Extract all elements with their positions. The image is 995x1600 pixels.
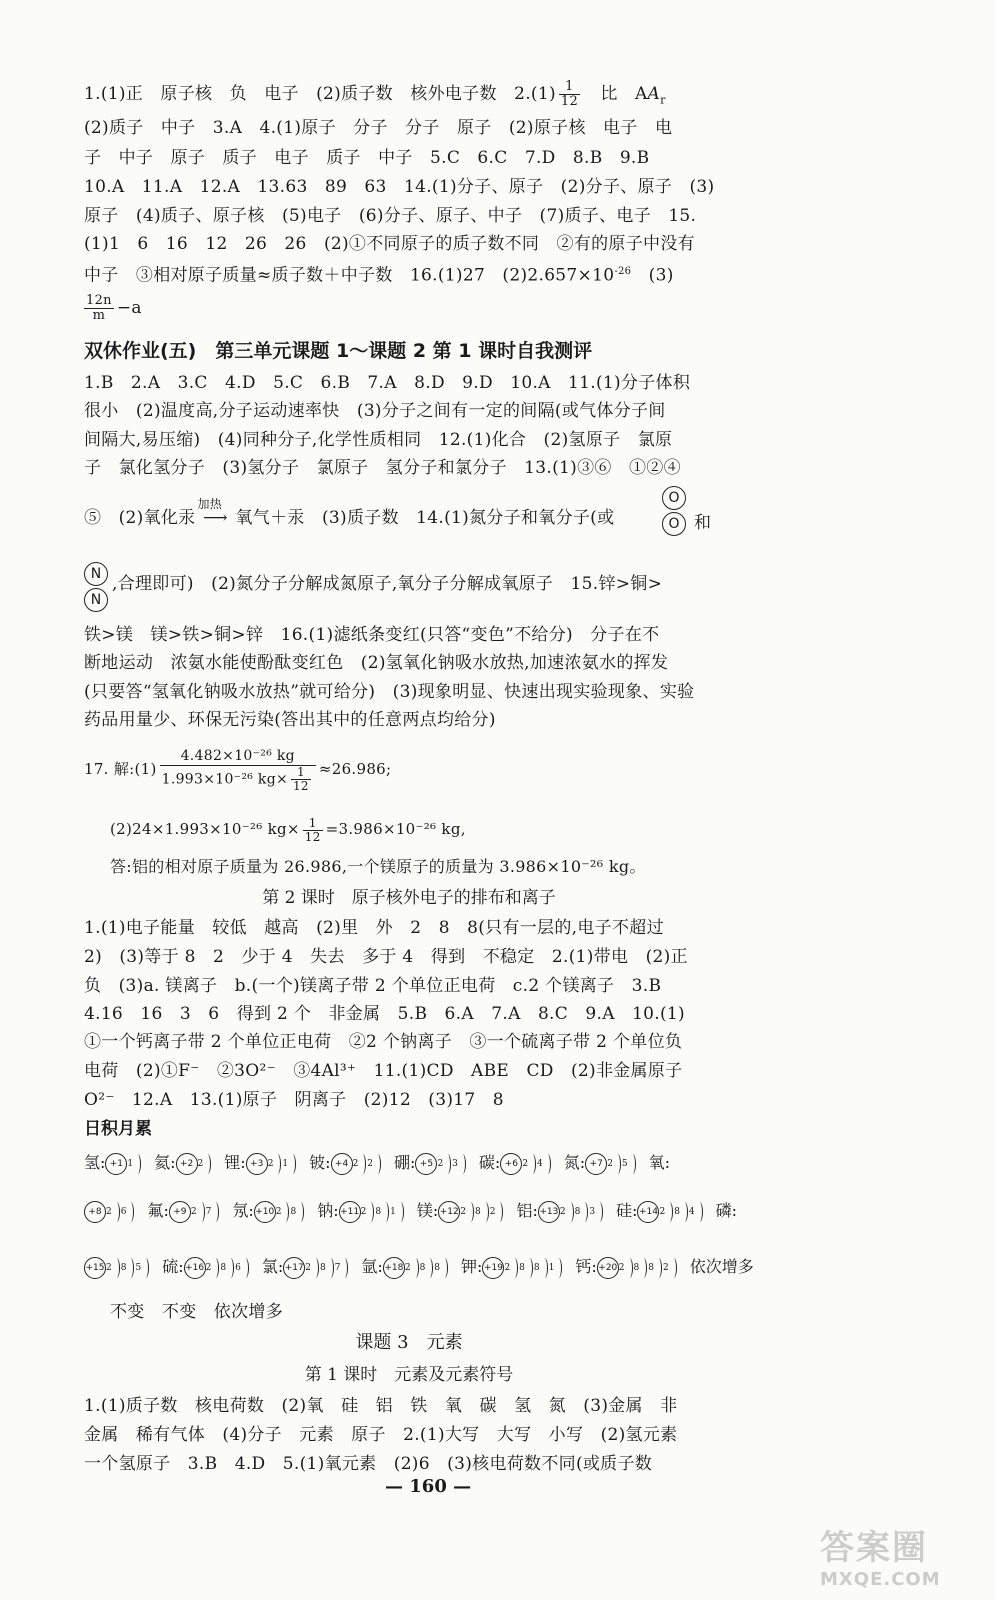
electron-count: 2 [404,1262,412,1273]
nucleus-circle: +18 [383,1257,405,1279]
electron-count: 2 [489,1206,497,1217]
electron-count: 2 [618,1262,626,1273]
text-line: 金属 稀有气体 (4)分子 元素 原子 2.(1)大写 大写 小写 (2)氢元素 [84,1425,678,1445]
text-line: 不变 不变 依次增多 [110,1302,283,1322]
atom-structure-row [84,1196,738,1227]
shell-arc [397,1202,404,1222]
electron-count: 8 [519,1262,526,1273]
text-line: 断地运动 浓氨水能使酚酞变红色 (2)氢氧化钠吸水放热,加速浓氨水的挥发 [84,653,669,673]
text-line: 药品用量少、环保无污染(答出其中的任意两点均给分) [84,710,496,730]
electron-count: 2 [662,1262,670,1273]
electron-count: 2 [352,1158,360,1169]
electron-count: 8 [419,1262,427,1273]
nucleus-circle: +1 [105,1153,127,1175]
text-line: 电荷 (2)①F⁻ ②3O²⁻ ③4Al³⁺ 11.(1)CD ABE CD (2)非金属原子 [84,1061,683,1081]
electron-count: 2 [504,1262,512,1273]
shell-arc [426,1258,433,1278]
nucleus-circle: +5 [415,1153,437,1175]
electron-count: 2 [607,1158,614,1169]
element-name: 硼: [394,1153,416,1172]
atom-diagram [154,1148,212,1179]
shell-arc [412,1258,419,1278]
electron-count: 2 [522,1158,530,1169]
lesson-title: 第 2 课时 原子核外电子的排布和离子 [262,888,556,908]
equation-q17-1: 17. 解:(1) 4.482×10⁻²⁶ kg 1.993×10⁻²⁶ kg× $\frac{1}{12}$ ≈26.986; [84,748,392,793]
text-line: 间隔大,易压缩) (4)同种分子,化学性质相同 12.(1)化合 (2)氢原子 氯原 [84,430,673,450]
element-name: 钾: [461,1257,483,1276]
electron-count: 8 [574,1206,582,1217]
electron-count: 7 [205,1206,213,1217]
nitrogen-molecule-diagram: N N [84,562,108,612]
nucleus-circle: +15 [84,1257,106,1279]
electron-count: 2 [267,1158,275,1169]
nucleus-circle: +19 [482,1257,504,1279]
electron-count: 8 [120,1262,128,1273]
fraction: $\frac{1}{12}$ [560,79,579,109]
shell-arc [567,1202,574,1222]
electron-count: 2 [367,1158,375,1169]
shell-arc [282,1202,289,1222]
shell-arc [444,1154,451,1174]
electron-count: 6 [120,1206,128,1217]
shell-arc [327,1258,334,1278]
shell-arc [441,1258,448,1278]
atom-diagram [309,1148,382,1179]
atom-diagram [232,1196,305,1227]
element-name: 硅: [616,1201,638,1220]
atom-structure-row [84,1148,734,1179]
nucleus-circle: +4 [331,1153,353,1175]
shell-arc [212,1202,219,1222]
text-line: (1)1 6 16 12 26 26 (2)①不同原子的质子数不同 ②有的原子中没有 [84,234,695,254]
electron-count: 2 [106,1262,113,1273]
text-line: ,合理即可) (2)氮分子分解成氮原子,氧分子分解成氧原子 15.锌>铜> [112,574,663,594]
electron-count: 8 [633,1262,641,1273]
shell-arc [374,1154,381,1174]
electron-count: 8 [434,1262,442,1273]
element-name: 铍: [309,1153,331,1172]
text-line: 负 (3)a. 镁离子 b.(一个)镁离子带 2 个单位正电荷 c.2 个镁离子 3.B [84,976,662,996]
text-line: O²⁻ 12.A 13.(1)原子 阴离子 (2)12 (3)17 8 [84,1090,504,1110]
equation-q17-2: (2)24×1.993×10⁻²⁶ kg× $\frac{1}{12}$ =3.986×10⁻²⁶ kg, [110,815,466,844]
element-name: 氢: [84,1153,106,1172]
electron-count: 8 [648,1262,655,1273]
element-name: 氟: [147,1201,169,1220]
electron-count: 2 [460,1206,467,1217]
shell-arc [626,1258,633,1278]
electron-count: 4 [688,1206,696,1217]
shell-arc [629,1154,636,1174]
shell-arc [467,1202,474,1222]
section-heading: 双休作业(五) 第三单元课题 1～课题 2 第 1 课时自我测评 [84,340,593,362]
text-line: 1.(1)质子数 核电荷数 (2)氧 硅 铝 铁 氧 碳 氢 氮 (3)金属 非 [84,1396,678,1416]
shell-arc [482,1202,489,1222]
shell-arc [274,1154,281,1174]
watermark-logo: 答案圈 MXQE.COM [820,1528,941,1590]
element-name: 钠: [317,1201,339,1220]
nucleus-circle: +17 [283,1257,305,1279]
shell-arc [127,1202,134,1222]
element-name: 铝: [516,1201,538,1220]
electron-count: 3 [589,1206,597,1217]
shell-arc [529,1154,536,1174]
text-line: 答:铝的相对原子质量为 26.986,一个镁原子的质量为 3.986×10⁻²⁶ kg。 [110,857,646,876]
shell-arc [227,1258,234,1278]
atom-diagram [361,1252,449,1283]
shell-arc [341,1258,348,1278]
atom-diagram [417,1196,505,1227]
text-line: 子 中子 原子 质子 电子 质子 中子 5.C 6.C 7.D 8.B 9.B [84,148,650,168]
atom-diagram [84,1196,135,1227]
element-name: 氮: [563,1153,586,1172]
atom-diagram [479,1148,552,1179]
electron-count: 5 [135,1262,143,1273]
nucleus-circle: +12 [438,1201,460,1223]
text-fragment: 和 [694,513,711,533]
atom-diagram [147,1196,220,1227]
atom-diagram [394,1148,467,1179]
nucleus-circle: +11 [339,1201,361,1223]
electron-count: 8 [533,1262,541,1273]
shell-arc [212,1258,219,1278]
electron-count: 1 [548,1262,556,1273]
nucleus-circle: +2 [176,1153,198,1175]
element-name: 硫: [162,1257,184,1276]
text-line: 2) (3)等于 8 2 少于 4 失去 多于 4 得到 不稳定 2.(1)带电 (2)正 [84,947,688,967]
element-name: 依次增多 [689,1257,754,1276]
nucleus-circle: +14 [637,1201,659,1223]
nucleus-circle: +13 [538,1201,560,1223]
electron-count: 8 [290,1206,298,1217]
shell-arc [289,1154,296,1174]
element-name: 氧: [648,1153,671,1172]
shell-arc [367,1202,374,1222]
electron-count: 1 [390,1206,397,1217]
electron-count: 3 [452,1158,459,1169]
electron-count: 1 [282,1158,290,1169]
nucleus-circle: +6 [500,1153,522,1175]
electron-count: 2 [305,1262,312,1273]
text-line: 10.A 11.A 12.A 13.63 89 63 14.(1)分子、原子 (2)分子、原子 (3) [84,177,715,197]
electron-count: 2 [106,1206,113,1217]
shell-arc [113,1258,120,1278]
atom-diagram [461,1252,563,1283]
shell-arc [596,1202,603,1222]
atom-diagram [162,1252,250,1283]
electron-count: 8 [674,1206,681,1217]
oxygen-molecule-diagram: O O [662,486,686,536]
nucleus-circle: +3 [246,1153,268,1175]
shell-arc [581,1202,588,1222]
atom-diagram [84,1252,150,1283]
atom-diagram [84,1148,142,1179]
shell-arc [544,1154,551,1174]
nucleus-circle: +7 [585,1153,607,1175]
element-name: 磷: [715,1201,738,1220]
nucleus-circle: +8 [84,1201,106,1223]
electron-count: 7 [334,1262,342,1273]
shell-arc [541,1258,548,1278]
shell-arc [204,1154,211,1174]
electron-count: 2 [190,1206,198,1217]
text-line: 1.(1)电子能量 较低 越高 (2)里 外 2 8 8(只有一层的,电子不超过 [84,918,664,938]
electron-count: 2 [659,1206,667,1217]
electron-count: 2 [437,1158,445,1169]
page-number: — 160 — [385,1476,472,1497]
electron-count: 2 [275,1206,283,1217]
text-line: 中子 ③相对原子质量≈质子数＋中子数 16.(1)27 $(2)2.657\times 10^{-26}$ (3) [84,265,674,286]
text-line: (2)质子 中子 3.A 4.(1)原子 分子 分子 原子 (2)原子核 电子 电 [84,118,673,138]
shell-arc [496,1202,503,1222]
shell-arc [312,1258,319,1278]
electron-count: 4 [537,1158,544,1169]
element-name: 钙: [575,1257,597,1276]
element-name: 镁: [416,1201,439,1220]
text-line: 一个氢原子 3.B 4.D 5.(1)氧元素 (2)6 (3)核电荷数不同(或质子数 [84,1454,653,1474]
shell-arc [640,1258,647,1278]
shell-arc [696,1202,703,1222]
shell-arc [242,1258,249,1278]
topic-title: 课题 3 元素 [355,1332,463,1353]
element-name: 氦: [154,1153,176,1172]
nucleus-circle: +9 [169,1201,191,1223]
atom-diagram [224,1148,297,1179]
atom-diagram [564,1148,637,1179]
text-line: 1.B 2.A 3.C 4.D 5.C 6.B 7.A 8.D 9.D 10.A 11.(1)分子体积 [84,373,691,393]
shell-arc [666,1202,673,1222]
electron-count: 2 [559,1206,567,1217]
electron-count: 2 [360,1206,368,1217]
electron-count: 8 [375,1206,383,1217]
atom-diagram [516,1196,604,1227]
text-line: (只要答“氢氧化钠吸水放热”就可给分) (3)现象明显、快速出现实验现象、实验 [84,682,695,702]
atom-diagram [262,1252,350,1283]
nucleus-circle: +16 [184,1257,206,1279]
atom-diagram [575,1252,677,1283]
electron-count: 2 [205,1262,213,1273]
shell-arc [526,1258,533,1278]
element-name: 氖: [232,1201,254,1220]
nucleus-circle: +20 [597,1257,619,1279]
electron-count: 8 [319,1262,327,1273]
shell-arc [655,1258,662,1278]
text-line: ⑤ (2)氧化汞 加热 ⟶ 氧气＋汞 (3)质子数 14.(1)氮分子和氧分子(或 [84,497,615,528]
text-line: 1.(1)正 原子核 负 电子 (2)质子数 核外电子数 2.(1) $\frac{1}{12}$ 比 $AA_r$ [84,79,666,109]
text-line: ①一个钙离子带 2 个单位正电荷 ②2 个钠离子 ③一个硫离子带 2 个单位负 [84,1032,683,1052]
shell-arc [142,1258,149,1278]
shell-arc [198,1202,205,1222]
text-line: 铁>镁 镁>铁>铜>锌 16.(1)滤纸条变红(只答“变色”不给分) 分子在不 [84,625,660,645]
shell-arc [511,1258,518,1278]
electron-count: 8 [474,1206,482,1217]
electron-count: 2 [197,1158,205,1169]
shell-arc [127,1258,134,1278]
atom-structure-row [84,1252,754,1283]
text-line: 原子 (4)质子、原子核 (5)电子 (6)分子、原子、中子 (7)质子、电子 15. [84,206,697,226]
shell-arc [555,1258,562,1278]
shell-arc [134,1154,141,1174]
element-name: 氯: [261,1257,284,1276]
electron-count: 8 [220,1262,228,1273]
section-heading: 日积月累 [84,1119,152,1139]
element-name: 氩: [361,1257,383,1276]
shell-arc [614,1154,621,1174]
element-name: 锂: [224,1153,246,1172]
electron-count: 1 [127,1158,135,1169]
shell-arc [382,1202,389,1222]
electron-count: 5 [621,1158,629,1169]
nucleus-circle: +10 [254,1201,276,1223]
electron-count: 6 [235,1262,242,1273]
element-name: 碳: [478,1153,501,1172]
atom-diagram [317,1196,405,1227]
shell-arc [359,1154,366,1174]
text-line: $\frac{12n}{m}$ −a [86,293,142,323]
text-line: 4.16 16 3 6 得到 2 个 非金属 5.B 6.A 7.A 8.C 9.A 10.(1) [84,1004,685,1024]
shell-arc [459,1154,466,1174]
atom-diagram [616,1196,704,1227]
shell-arc [297,1202,304,1222]
text-line: 很小 (2)温度高,分子运动速率快 (3)分子之间有一定的间隔(或气体分子间 [84,401,666,421]
shell-arc [681,1202,688,1222]
shell-arc [670,1258,677,1278]
lesson-title: 第 1 课时 元素及元素符号 [304,1365,514,1385]
text-line: 子 氯化氢分子 (3)氢分子 氯原子 氢分子和氯分子 13.(1)③⑥ ①②④ [84,458,681,478]
shell-arc [113,1202,120,1222]
